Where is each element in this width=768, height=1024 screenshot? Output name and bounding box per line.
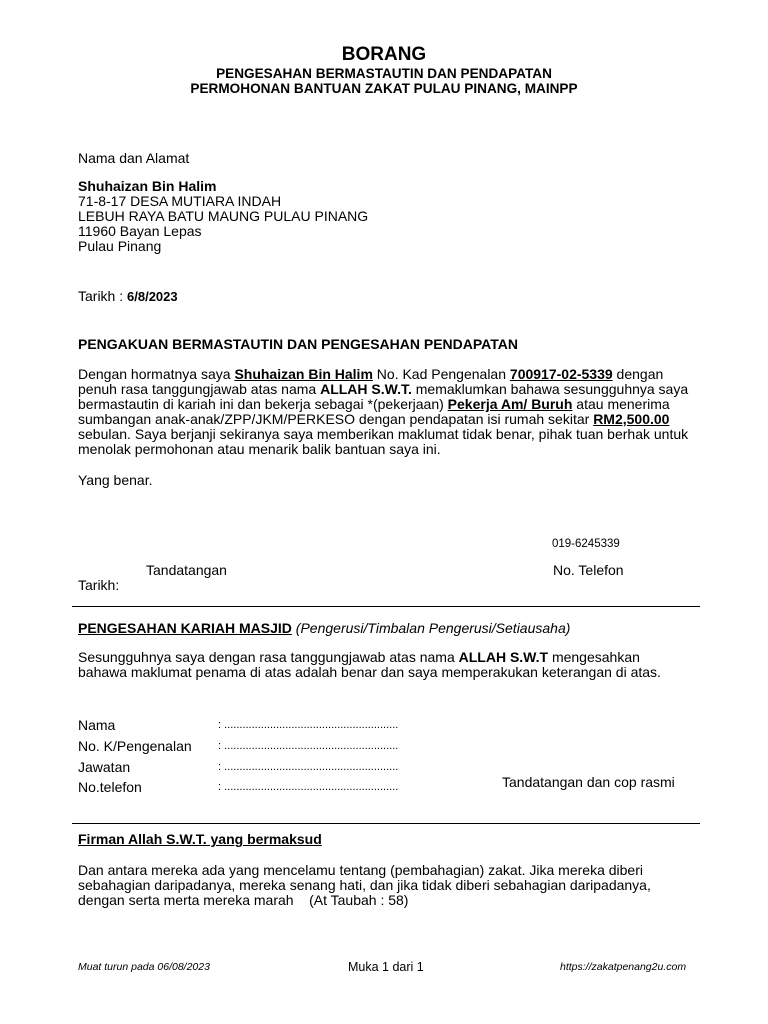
- text: Dengan hormatnya saya: [78, 366, 235, 382]
- verse-line-3: dengan serta merta mereka marah (At Taubah : 58): [78, 892, 409, 908]
- address-line-4: Pulau Pinang: [78, 238, 162, 254]
- signature-label: Tandatangan: [146, 562, 227, 578]
- footer-url[interactable]: https://zakatpenang2u.com: [560, 961, 687, 973]
- field-blank-position[interactable]: : .........................................................: [218, 761, 399, 773]
- phone-label: No. Telefon: [553, 562, 624, 578]
- address-line-3: 11960 Bayan Lepas: [78, 223, 202, 239]
- form-title: BORANG: [341, 44, 427, 65]
- occupation: Pekerja Am/ Buruh: [447, 396, 573, 412]
- address-label: Nama dan Alamat: [78, 150, 190, 166]
- verse-text: [78, 863, 651, 908]
- field-label-name: Nama: [78, 717, 116, 733]
- divider: [72, 823, 700, 824]
- mosque-heading-row: [78, 621, 570, 636]
- declaration-paragraph: [78, 367, 688, 457]
- allah-swt: ALLAH S.W.T: [458, 649, 549, 665]
- closing-text: Yang benar.: [78, 472, 153, 488]
- text: dengan: [612, 366, 664, 382]
- mosque-heading-note: (Pengerusi/Timbalan Pengerusi/Setiausaha): [291, 620, 571, 636]
- address-block: [78, 151, 189, 166]
- verse-heading: Firman Allah S.W.T. yang bermaksud: [78, 831, 322, 847]
- text: memaklumkan bahawa sesungguhnya saya: [411, 381, 689, 397]
- field-label-ic: No. K/Pengenalan: [78, 738, 192, 754]
- field-blank-phone[interactable]: : .........................................................: [218, 781, 399, 793]
- allah-swt: ALLAH S.W.T.: [320, 381, 412, 397]
- form-subtitle-1: PENGESAHAN BERMASTAUTIN DAN PENDAPATAN: [216, 66, 552, 81]
- text: sebulan. Saya berjanji sekiranya saya memberikan maklumat tidak benar, pihak tuan berhak untuk: [78, 426, 689, 442]
- text: atau menerima: [572, 396, 670, 412]
- applicant-name: Shuhaizan Bin Halim: [78, 178, 217, 194]
- text: Sesungguhnya saya dengan rasa tanggungjawab atas nama: [78, 649, 459, 665]
- field-blank-ic[interactable]: : .........................................................: [218, 740, 399, 752]
- date-label: Tarikh :: [78, 288, 128, 304]
- phone-value: 019-6245339: [552, 538, 620, 550]
- address-line-1: 71-8-17 DESA MUTIARA INDAH: [78, 193, 282, 209]
- date-row: [78, 289, 178, 304]
- text: menolak permohonan atau menarik balik bantuan saya ini.: [78, 441, 441, 457]
- text: No. Kad Pengenalan: [372, 366, 510, 382]
- mosque-heading: PENGESAHAN KARIAH MASJID: [78, 620, 292, 636]
- mosque-paragraph: [78, 650, 661, 680]
- footer-download-date: Muat turun pada 06/08/2023: [78, 961, 210, 973]
- text: bahawa maklumat penama di atas adalah benar dan saya memperakukan keterangan di atas.: [78, 664, 661, 680]
- footer-page-number: Muka 1 dari 1: [348, 960, 424, 974]
- address-line-2: LEBUH RAYA BATU MAUNG PULAU PINANG: [78, 208, 369, 224]
- text: mengesahkan: [548, 649, 640, 665]
- declarant-name: Shuhaizan Bin Halim: [234, 366, 373, 382]
- field-blank-name[interactable]: : .........................................................: [218, 719, 399, 731]
- verse-line-2: sebahagian daripadanya, mereka senang hati, dan jika tidak diberi sebahagian daripadanya,: [78, 877, 651, 893]
- date-value: 6/8/2023: [127, 289, 178, 304]
- verse-line-1: Dan antara mereka ada yang mencelamu tentang (pembahagian) zakat. Jika mereka diberi: [78, 862, 643, 878]
- household-income: RM2,500.00: [593, 411, 670, 427]
- form-subtitle-2: PERMOHONAN BANTUAN ZAKAT PULAU PINANG, MAINPP: [190, 81, 578, 96]
- address-lines: [78, 179, 368, 254]
- field-label-position: Jawatan: [78, 759, 131, 775]
- declaration-heading: PENGAKUAN BERMASTAUTIN DAN PENGESAHAN PENDAPATAN: [78, 336, 518, 352]
- signature-date-label: Tarikh:: [78, 577, 120, 593]
- divider: [72, 606, 700, 607]
- field-label-phone: No.telefon: [78, 779, 142, 795]
- ic-number: 700917-02-5339: [509, 366, 613, 382]
- text: sumbangan anak-anak/ZPP/JKM/PERKESO dengan pendapatan isi rumah sekitar: [78, 411, 594, 427]
- text: bermastautin di kariah ini dan bekerja sebagai *(pekerjaan): [78, 396, 448, 412]
- text: penuh rasa tanggungjawab atas nama: [78, 381, 321, 397]
- stamp-label: Tandatangan dan cop rasmi: [502, 774, 675, 790]
